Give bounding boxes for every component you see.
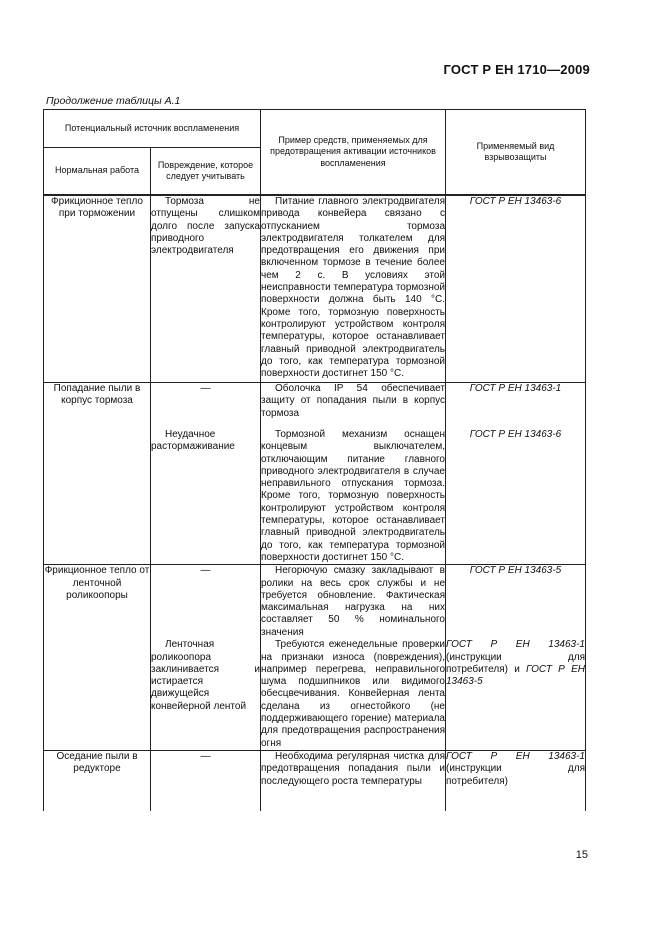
cell-fault: Тормоза не отпущены слишком долго после запуска приводного электродвигателя	[151, 196, 260, 257]
cell-fault: —	[200, 383, 211, 394]
header-measures: Пример средств, применяемых для предотвращения активации источников воспламенения	[261, 110, 446, 196]
page-number: 15	[575, 849, 588, 861]
cell-normal: Оседание пыли в редукторе	[56, 750, 138, 775]
cell-measure: Негорючую смазку закладывают в ролики на весь срок службы и не требуется обновление. Фактическая максимальная нагрузка на них составляет 50 % номинального значения	[261, 565, 445, 638]
cell-protection: ГОСТ Р ЕН 13463-1	[469, 383, 562, 394]
cell-normal: Фрикционное тепло при торможении	[51, 196, 143, 220]
table-row	[44, 639, 586, 750]
cell-fault: —	[200, 565, 211, 577]
header-normal-operation: Нормальная работа	[44, 148, 151, 196]
cell-fault: —	[200, 750, 211, 762]
cell-protection: ГОСТ Р ЕН 13463-5	[469, 565, 562, 577]
header-potential-source: Потенциальный источник воспламенения	[44, 110, 261, 148]
protection-note: (инструкции для потребителя) и	[446, 651, 585, 675]
table-caption: Продолжение таблицы А.1	[46, 95, 181, 107]
cell-measure: Тормозной механизм оснащен концевым выключателем, отключающим питание главного приводного электродвигателя в случае неправильного отпускания тормоза. Кроме того, тормозную поверхность контролируют устройством контроля температуры, которое останавливает главный приводной электродвигатель до того, как температура тормозной поверхности достигнет 150 °С.	[261, 429, 445, 563]
header-protection-type: Применяемый вид взрывозащиты	[446, 110, 586, 196]
cell-measure: Необходима регулярная чистка для предотвращения попадания пыли и последующего роста температуры	[261, 750, 445, 787]
header-fault: Повреждение, которое следует учитывать	[151, 148, 261, 196]
table-row	[44, 429, 586, 565]
protection-ref: ГОСТ Р ЕН 13463-5	[446, 663, 585, 688]
table-row	[44, 565, 586, 640]
cell-measure: Питание главного электродвигателя привода конвейера связано с отпусканием тормоза электродвигателя толкателем для предотвращения его движения при включенном тормозе в течение более чем 2 с. В условиях этой неисправности температура тормозной поверхности должна быть 140 °С. Кроме того, тормозную поверхность контролируют устройством контроля температуры, которое останавливает главный приводной электродвигатель до того, как температура тормозной поверхности достигнет 150 °С.	[261, 196, 445, 380]
protection-ref: ГОСТ Р ЕН 13463-1	[446, 639, 585, 651]
table-row	[44, 750, 586, 811]
cell-protection	[446, 751, 585, 788]
cell-fault: Ленточная роликоопора заклинивается и истирается движущейся конвейерной лентой	[151, 639, 260, 712]
table-row	[44, 195, 586, 383]
cell-normal: Попадание пыли в корпус тормоза	[53, 383, 141, 407]
cell-measure: Оболочка IP 54 обеспечивает защиту от попадания пыли в корпус тормоза	[261, 383, 445, 419]
protection-note: (инструкции для потребителя)	[446, 763, 585, 787]
table-row	[44, 383, 586, 430]
cell-protection: ГОСТ Р ЕН 13463-6	[469, 196, 562, 207]
cell-measure: Требуются еженедельные проверки на признаки износа (повреждения), например перегрева, неправильного шума подшипников или видимого обесцвечивания. Конвейерная лента сделана из огнестойкого (не поддерживающего горение) материала для предотвращения распространения огня	[261, 639, 445, 749]
standard-id: ГОСТ Р ЕН 1710—2009	[443, 62, 590, 77]
cell-fault: Неудачное растормаживание	[151, 429, 235, 453]
cell-protection	[446, 639, 585, 688]
cell-normal: Фрикционное тепло от ленточной роликоопоры	[44, 565, 150, 601]
protection-ref: ГОСТ Р ЕН 13463-1	[446, 750, 585, 762]
cell-protection: ГОСТ Р ЕН 13463-6	[469, 429, 562, 440]
ignition-sources-table	[43, 109, 586, 811]
